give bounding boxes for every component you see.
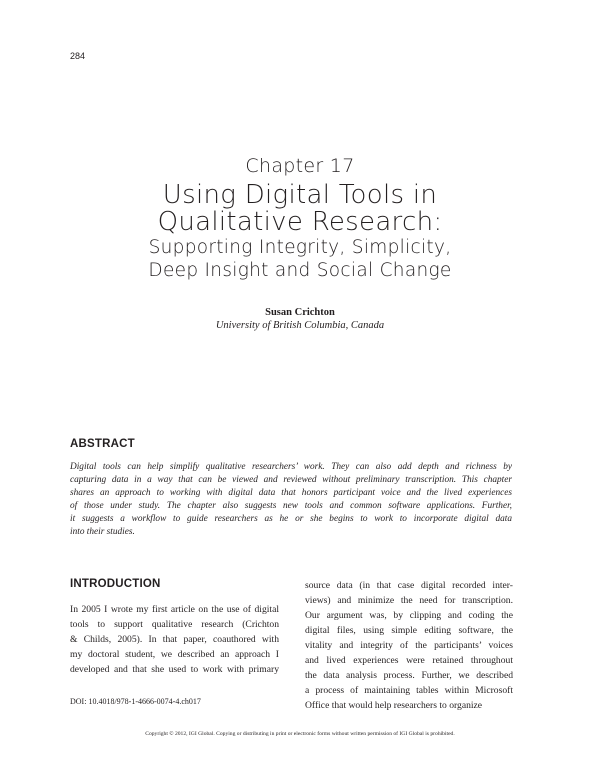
- doi-text: DOI: 10.4018/978-1-4666-0074-4.ch017: [70, 697, 201, 706]
- intro-right-line: the data analysis process. Further, we described: [305, 670, 513, 681]
- intro-right-line: Our argument was, by clipping and coding the: [305, 610, 513, 621]
- abstract-heading: ABSTRACT: [70, 438, 135, 450]
- chapter-title-line-2: Qualitative Research:: [157, 207, 443, 237]
- intro-left-line: developed and that she used to work with primary: [70, 664, 279, 675]
- chapter-subtitle-line-1: Supporting Integrity, Simplicity,: [148, 237, 452, 258]
- abstract-line: Digital tools can help simplify qualitative researchers’ work. They can also add depth and richness by: [70, 462, 512, 472]
- intro-right-line: and lived experiences were retained throughout: [305, 655, 513, 666]
- abstract-line: shares an approach to working with digital data that honors participant voice and the lived experiences: [70, 488, 512, 498]
- intro-right-line: views) and minimize the need for transcription.: [305, 595, 513, 606]
- abstract-line: into their studies.: [70, 527, 135, 537]
- intro-right-line: Office that would help researchers to organize: [305, 700, 483, 711]
- chapter-label: Chapter 17: [245, 155, 355, 177]
- intro-left-line: my doctoral student, we described an approach I: [70, 649, 279, 660]
- intro-right-line: a process of maintaining tables within Microsoft: [305, 685, 513, 696]
- author-name: Susan Crichton: [265, 307, 335, 318]
- abstract-line: capturing data in a way that can be viewed and reviewed without preliminary transcription. This chapter: [70, 475, 512, 485]
- page-number: 284: [70, 51, 86, 61]
- intro-left-line: In 2005 I wrote my first article on the use of digital: [70, 604, 279, 615]
- abstract-line: of those under study. The chapter also suggests new tools and common software applications. Further,: [70, 501, 512, 511]
- intro-left-line: & Childs, 2005). In that paper, coauthored with: [70, 634, 279, 645]
- chapter-subtitle-line-2: Deep Insight and Social Change: [148, 260, 452, 281]
- intro-right-line: vitality and integrity of the participants’ voices: [305, 640, 513, 651]
- author-affiliation: University of British Columbia, Canada: [215, 320, 385, 331]
- chapter-title-line-1: Using Digital Tools in: [162, 180, 438, 210]
- copyright-notice: Copyright © 2012, IGI Global. Copying or distributing in print or electronic forms without written permission of IGI Global is prohibited.: [145, 731, 455, 737]
- intro-right-line: source data (in that case digital recorded inter-: [305, 580, 513, 591]
- abstract-line: it suggests a workflow to guide researchers as he or she begins to work to incorporate digital data: [70, 514, 512, 524]
- intro-left-line: tools to support qualitative research (Crichton: [70, 619, 279, 630]
- intro-right-line: digital files, using simple editing software, the: [305, 625, 513, 636]
- introduction-heading: INTRODUCTION: [70, 578, 161, 590]
